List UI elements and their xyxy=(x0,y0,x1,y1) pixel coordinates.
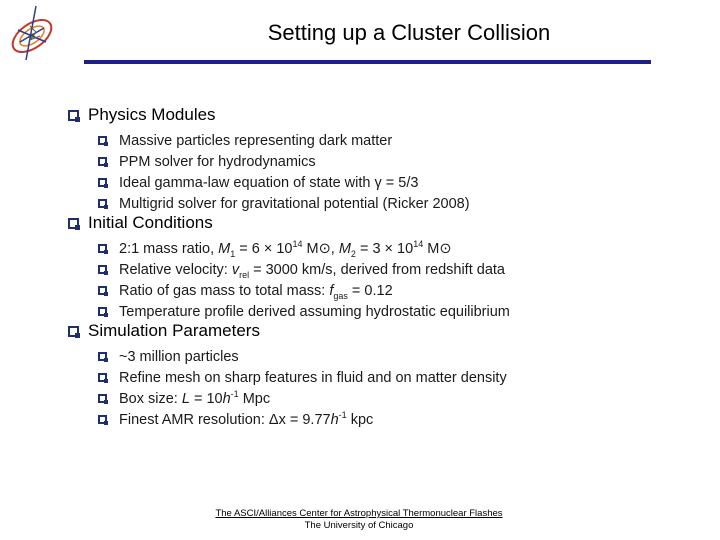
list-item: Refine mesh on sharp features in fluid and on matter density xyxy=(98,367,507,388)
footer-institution-link[interactable]: The ASCI/Alliances Center for Astrophysical Thermonuclear Flashes xyxy=(215,508,503,519)
section-heading: Physics Modules xyxy=(68,104,470,126)
bullet-list xyxy=(98,238,510,322)
list-item: Multigrid solver for gravitational potential (Ricker 2008) xyxy=(98,193,470,214)
list-item: Box size: $L = 10h^{-1}$ Mpc xyxy=(98,388,507,409)
section-heading: Simulation Parameters xyxy=(68,320,507,342)
square-bullet-icon xyxy=(98,157,107,166)
list-item: Temperature profile derived assuming hydrostatic equilibrium xyxy=(98,301,510,322)
square-bullet-icon xyxy=(98,307,107,316)
list-item: Relative velocity: $v_{rel} = 3000$ km/s, derived from redshift data xyxy=(98,259,510,280)
list-item: Finest AMR resolution: $\Delta x = 9.77h^{-1}$ kpc xyxy=(98,409,507,430)
list-item: Massive particles representing dark matter xyxy=(98,130,470,151)
list-item: Ratio of gas mass to total mass: $f_{gas} = 0.12$ xyxy=(98,280,510,301)
square-bullet-icon xyxy=(98,178,107,187)
list-item: ~3 million particles xyxy=(98,346,507,367)
square-bullet-icon xyxy=(98,199,107,208)
square-bullet-icon xyxy=(98,265,107,274)
bullet-list xyxy=(98,130,470,214)
title-rule xyxy=(84,60,651,64)
list-item: Ideal gamma-law equation of state with γ = 5/3 xyxy=(98,172,470,193)
bullet-list xyxy=(98,346,507,430)
square-bullet-icon xyxy=(98,286,107,295)
section-physics-modules xyxy=(68,104,470,214)
flash-center-logo xyxy=(6,2,62,64)
list-item: PPM solver for hydrodynamics xyxy=(98,151,470,172)
sun-symbol-icon: ⊙ xyxy=(318,240,331,257)
footer-university: The University of Chicago xyxy=(304,520,414,531)
square-bullet-icon xyxy=(98,373,107,382)
list-item: 2:1 mass ratio, $M_1 = 6 \times 10^{14}$ M⊙, $M_2 = 3 \times 10^{14}$ M⊙ xyxy=(98,238,510,259)
square-bullet-icon xyxy=(98,394,107,403)
section-initial-conditions xyxy=(68,212,510,322)
footer xyxy=(0,508,718,532)
square-bullet-icon xyxy=(68,110,79,121)
sun-symbol-icon: ⊙ xyxy=(439,240,452,257)
square-bullet-icon xyxy=(98,352,107,361)
square-bullet-icon xyxy=(98,136,107,145)
square-bullet-icon xyxy=(98,244,107,253)
square-bullet-icon xyxy=(98,415,107,424)
section-heading: Initial Conditions xyxy=(68,212,510,234)
square-bullet-icon xyxy=(68,326,79,337)
square-bullet-icon xyxy=(68,218,79,229)
section-simulation-parameters xyxy=(68,320,507,430)
slide-title: Setting up a Cluster Collision xyxy=(267,20,551,45)
